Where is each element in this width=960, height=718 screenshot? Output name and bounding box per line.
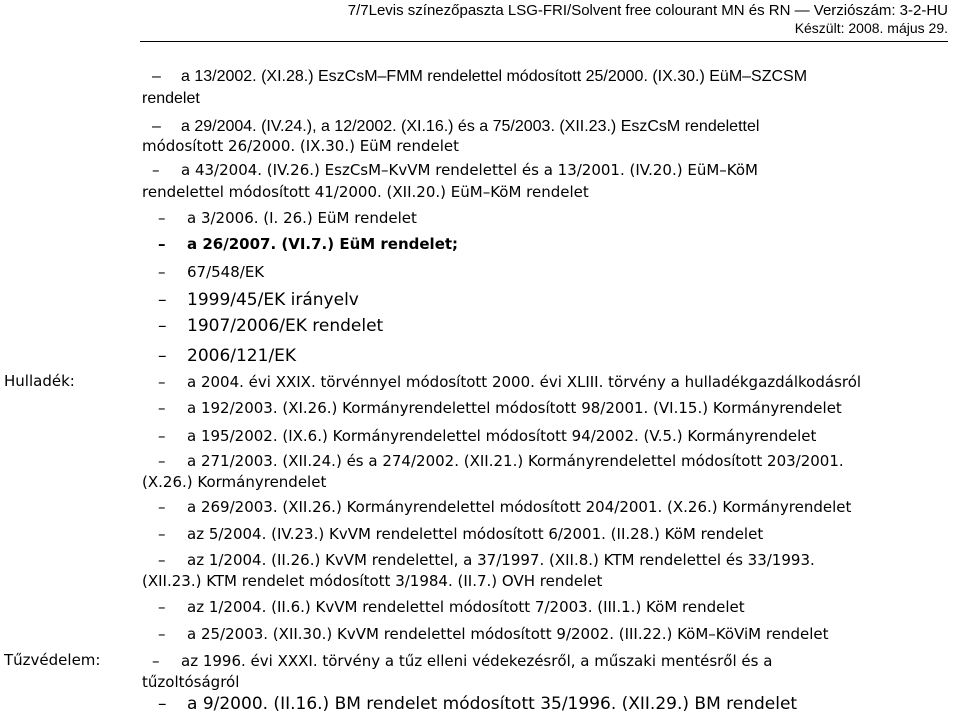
list-dash: –: [158, 399, 166, 417]
list-dash: –: [158, 452, 166, 470]
list-dash: –: [158, 316, 167, 336]
waste-regulation-item: – a 195/2002. (IX.6.) Kormányrendelettel módosított 94/2002. (V.5.) Kormányrendelet: [158, 427, 817, 445]
regulation-item: – a 13/2002. (XI.28.) EszCsM–FMM rendelettel módosított 25/2000. (IX.30.) EüM–SZCSM: [152, 68, 808, 85]
regulation-item-continuation: rendelettel módosított 41/2000. (XII.20.) EüM–KöM rendelet: [142, 183, 589, 201]
regulation-item: – a 3/2006. (I. 26.) EüM rendelet: [158, 209, 417, 227]
list-dash: –: [158, 209, 166, 227]
waste-regulation-item: – a 2004. évi XXIX. törvénnyel módosított 2000. évi XLIII. törvény a hulladékgazdálkodásról: [158, 373, 862, 391]
document-header-title: 7/7Levis színezőpaszta LSG-FRI/Solvent free colourant MN és RN — Verziószám: 3-2-HU: [347, 2, 948, 19]
section-label-waste: Hulladék:: [4, 372, 75, 390]
regulation-item: – a 29/2004. (IV.24.), a 12/2002. (XI.16.) és a 75/2003. (XII.23.) EszCsM rendelettel: [152, 118, 760, 135]
regulation-item: – a 26/2007. (VI.7.) EüM rendelet;: [158, 235, 459, 253]
list-dash: –: [158, 290, 167, 310]
list-dash: –: [158, 373, 166, 391]
list-dash: –: [158, 551, 166, 569]
list-dash: –: [152, 161, 160, 179]
regulation-item-continuation: rendelet: [142, 90, 200, 107]
regulation-item: – 67/548/EK: [158, 263, 265, 281]
list-dash: –: [152, 68, 161, 85]
waste-regulation-item: – a 271/2003. (XII.24.) és a 274/2002. (XII.21.) Kormányrendelettel módosított 203/2001.: [158, 452, 844, 470]
waste-regulation-item: – a 25/2003. (XII.30.) KvVM rendelettel módosított 9/2002. (III.22.) KöM–KöViM rendelet: [158, 625, 829, 643]
fire-regulation-item: – a 9/2000. (II.16.) BM rendelet módosított 35/1996. (XII.29.) BM rendelet: [158, 694, 798, 714]
waste-regulation-item: – az 1/2004. (II.6.) KvVM rendelettel módosított 7/2003. (III.1.) KöM rendelet: [158, 598, 745, 616]
regulation-item: – a 43/2004. (IV.26.) EszCsM–KvVM rendelettel és a 13/2001. (IV.20.) EüM–KöM: [152, 161, 758, 179]
list-dash: –: [152, 118, 161, 135]
fire-regulation-item: – az 1996. évi XXXI. törvény a tűz elleni védekezésről, a műszaki mentésről és a: [152, 652, 773, 670]
regulation-item: – 2006/121/EK: [158, 346, 297, 366]
waste-regulation-item-continuation: (XII.23.) KTM rendelet módosított 3/1984. (II.7.) OVH rendelet: [142, 572, 603, 590]
waste-regulation-item: – az 5/2004. (IV.23.) KvVM rendelettel módosított 6/2001. (II.28.) KöM rendelet: [158, 525, 764, 543]
list-dash: –: [158, 694, 167, 714]
section-label-fire: Tűzvédelem:: [4, 651, 101, 669]
list-dash: –: [158, 346, 167, 366]
list-dash: –: [158, 427, 166, 445]
list-dash: –: [158, 625, 166, 643]
waste-regulation-item: – a 192/2003. (XI.26.) Kormányrendelettel módosított 98/2001. (VI.15.) Kormányrendelet: [158, 399, 842, 417]
header-divider: [140, 41, 948, 42]
document-header-date: Készült: 2008. május 29.: [794, 20, 948, 36]
list-dash: –: [158, 498, 166, 516]
regulation-item: – 1999/45/EK irányelv: [158, 290, 359, 310]
list-dash: –: [158, 598, 166, 616]
list-dash: –: [158, 525, 166, 543]
regulation-item-continuation: módosított 26/2000. (IX.30.) EüM rendelet: [142, 137, 459, 155]
list-dash: –: [152, 652, 160, 670]
fire-regulation-item-continuation: tűzoltóságról: [142, 673, 240, 691]
waste-regulation-item: – a 269/2003. (XII.26.) Kormányrendelettel módosított 204/2001. (X.26.) Kormányrendelet: [158, 498, 852, 516]
regulation-item: – 1907/2006/EK rendelet: [158, 316, 384, 336]
waste-regulation-item: – az 1/2004. (II.26.) KvVM rendelettel, a 37/1997. (XII.8.) KTM rendelettel és 33/1993.: [158, 551, 815, 569]
list-dash: –: [158, 263, 166, 281]
list-dash: –: [158, 235, 166, 253]
waste-regulation-item-continuation: (X.26.) Kormányrendelet: [142, 473, 327, 491]
